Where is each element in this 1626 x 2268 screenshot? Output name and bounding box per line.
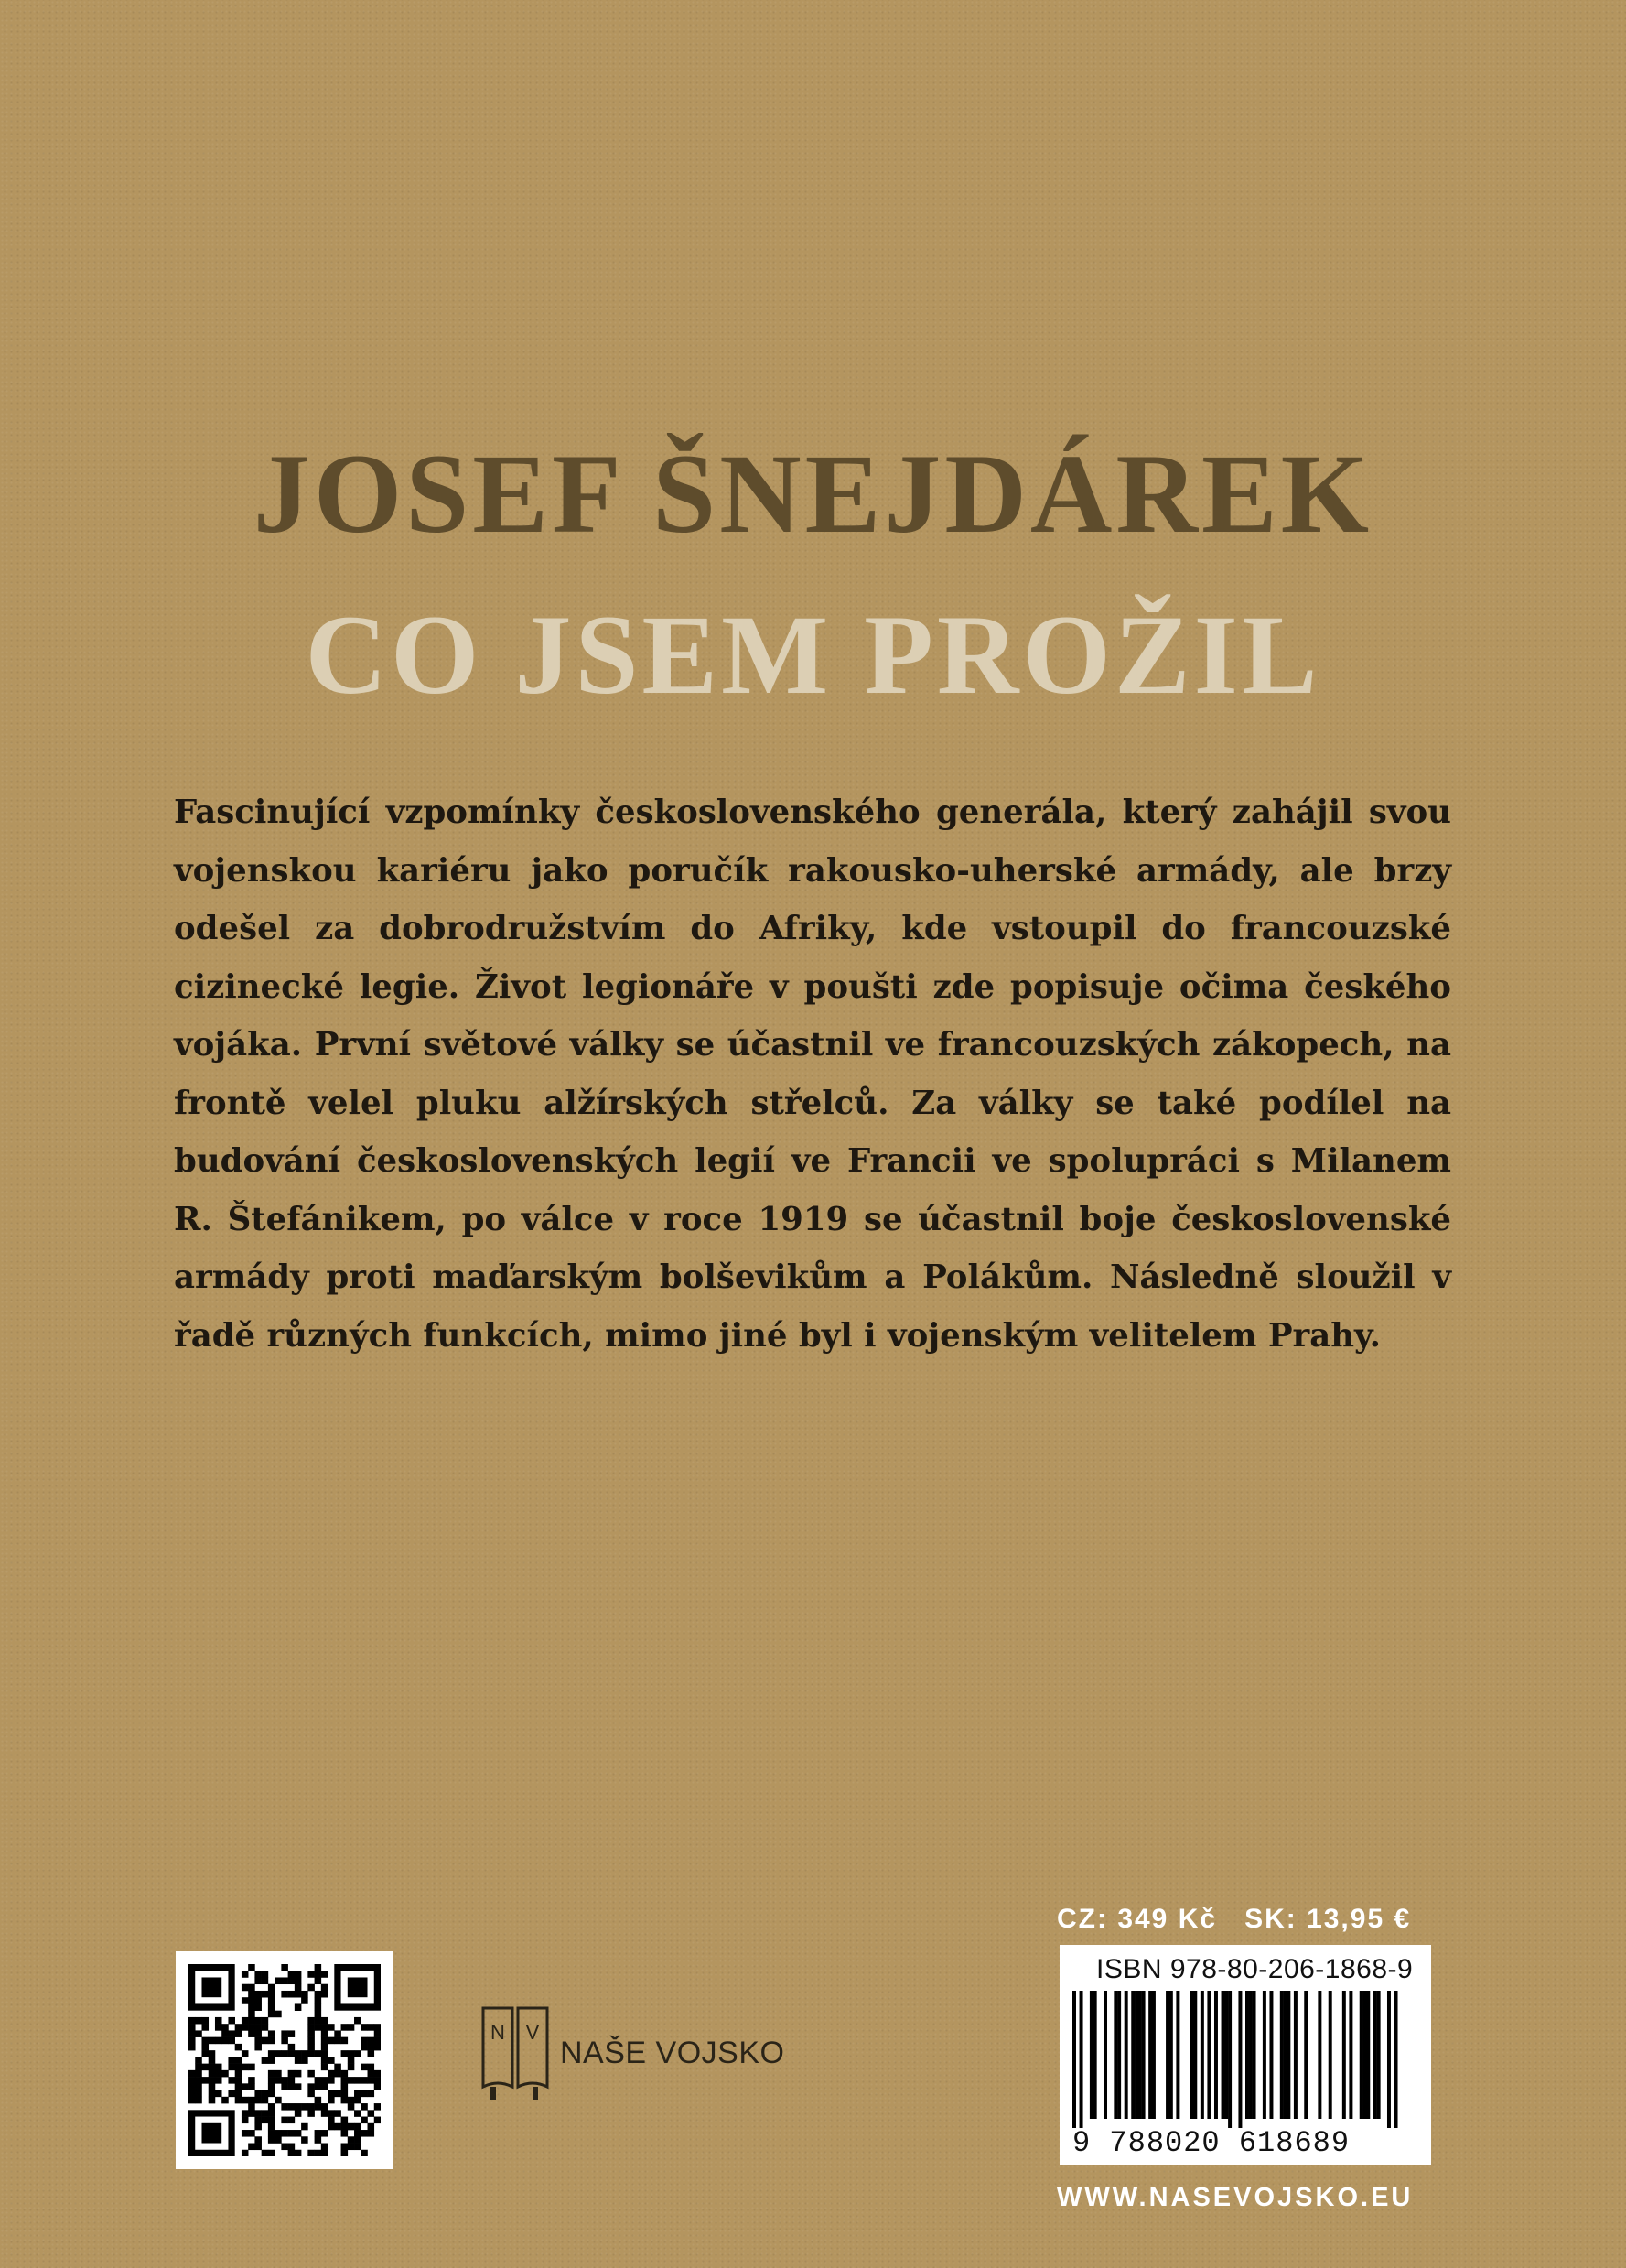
logo-letter-n: N <box>490 2021 505 2044</box>
publisher-website[interactable]: WWW.NASEVOJSKO.EU <box>1057 2183 1414 2212</box>
ean-digits: 9 788020 618689 <box>1072 2126 1351 2160</box>
barcode-block <box>1060 1945 1431 2165</box>
qr-code-icon <box>188 1964 381 2156</box>
nv-book-logo-icon <box>478 2003 553 2103</box>
blurb-text: Fascinující vzpomínky československého generála, který zahájil svou vojenskou kariéru jako poručík rakousko-uherské armády, ale brzy odešel za dobrodružstvím do Afriky, kde vstoupil do francouzské cizinecké legie. Život legionáře v poušti zde popisuje očima českého vojáka. První světové války se účastnil ve francouzských zákopech, na frontě velel pluku alžírských střelců. Za války se také podílel na budování československých legií ve Francii ve spolupráci s Milanem R. Štefánikem, po válce v roce 1919 se účastnil boje československé armády proti maďarským bolševikům a Polákům. Následně sloužil v řadě různých funkcích, mimo jiné byl i vojenským velitelem Prahy. <box>174 794 1451 1355</box>
author-name: JOSEF ŠNEJDÁREK <box>253 431 1373 556</box>
price-cz: CZ: 349 Kč <box>1057 1904 1218 1934</box>
ean-barcode-icon <box>1072 1991 1418 2128</box>
book-title: CO JSEM PROŽIL <box>305 592 1321 718</box>
publisher-name: NAŠE VOJSKO <box>560 2035 785 2070</box>
logo-letter-v: V <box>525 2021 540 2044</box>
publisher-block <box>478 2003 784 2103</box>
isbn-number: ISBN 978-80-206-1868-9 <box>1096 1954 1414 1984</box>
price-row <box>1057 1904 1432 1935</box>
qr-code[interactable] <box>176 1951 393 2169</box>
price-sk: SK: 13,95 € <box>1244 1904 1412 1934</box>
